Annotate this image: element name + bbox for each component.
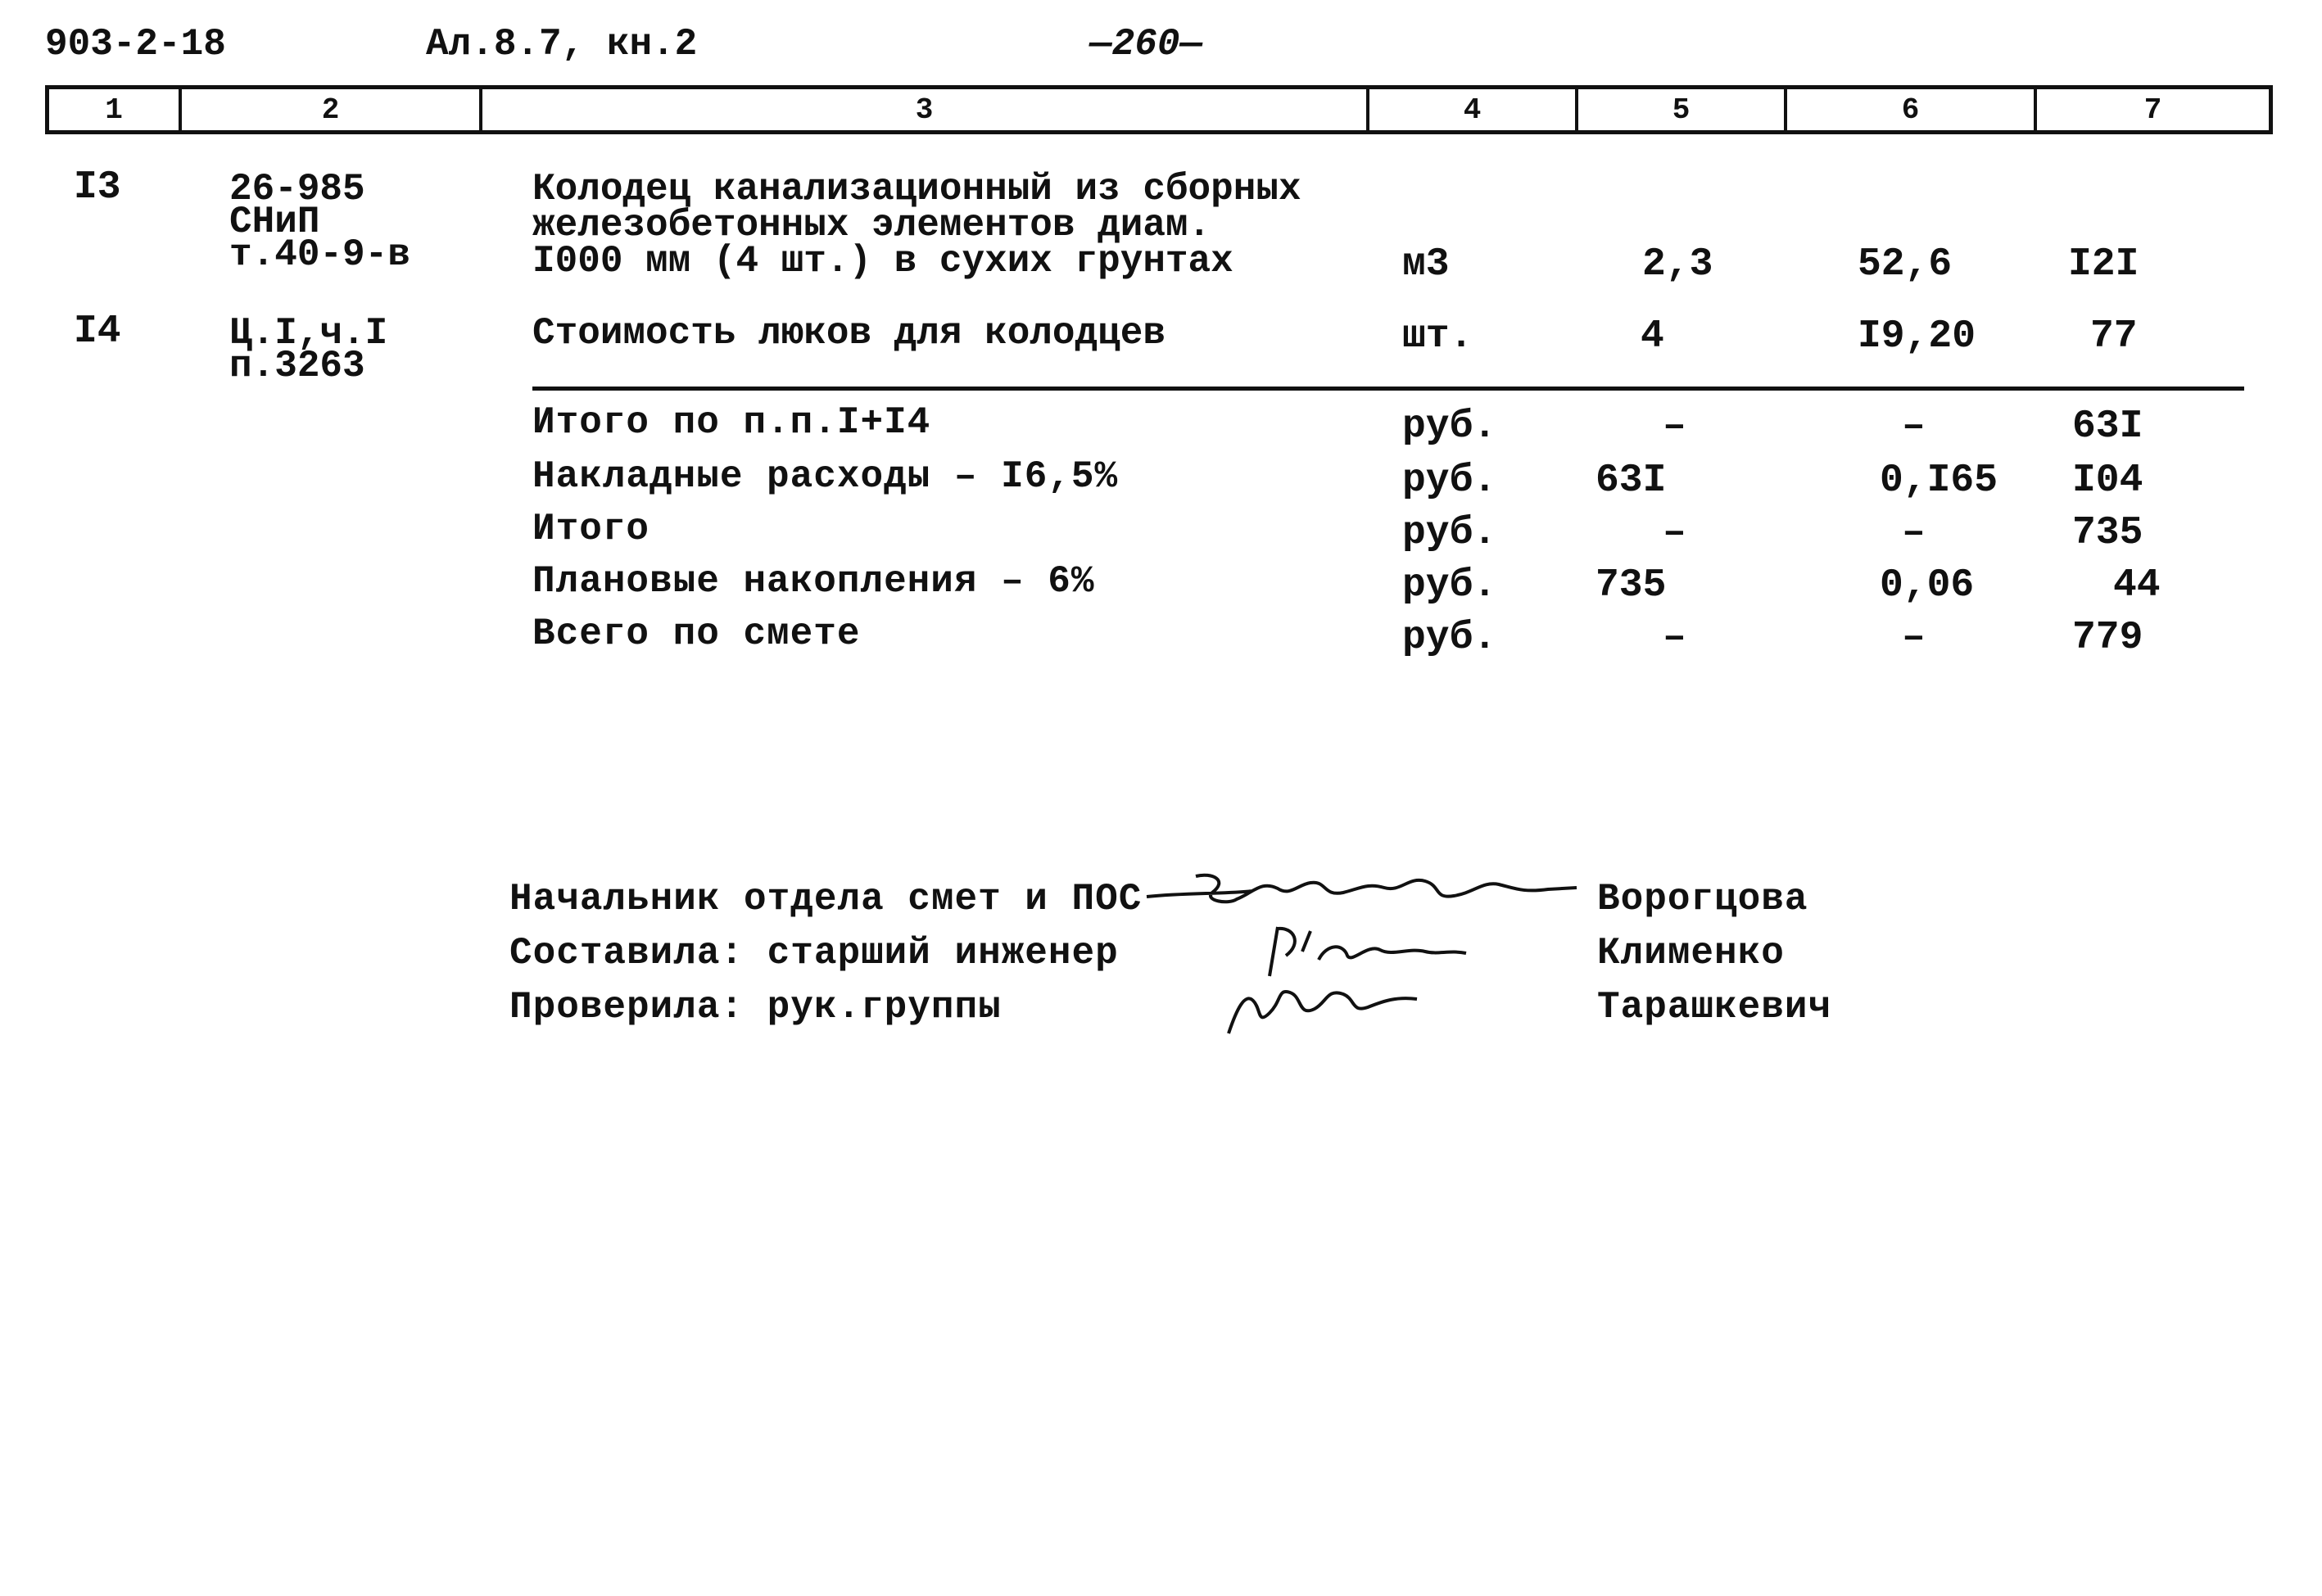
summary-unit: руб. [1402, 405, 1497, 449]
summary-total: 735 [2072, 511, 2143, 555]
row-number: I4 [74, 310, 121, 354]
summary-description: Итого [532, 508, 650, 550]
row-price: 52,6 [1858, 242, 1953, 287]
row-description: Стоимость люков для колодцев [532, 312, 1166, 355]
signer-role: Составила: старший инженер [509, 932, 1119, 974]
summary-unit: руб. [1402, 511, 1497, 555]
row-unit: м3 [1402, 242, 1450, 287]
summary-total: 63I [2072, 405, 2143, 449]
row-code: 26-985 СНиП т.40-9-в [229, 168, 410, 276]
summary-unit: руб. [1402, 563, 1497, 608]
row-number: I3 [74, 165, 121, 210]
column-header-3: 3 [482, 89, 1369, 130]
signer-name: Клименко [1597, 932, 1785, 974]
signer-role: Начальник отдела смет и ПОС [509, 878, 1143, 920]
summary-description: Накладные расходы – I6,5% [532, 455, 1119, 498]
summary-total: 44 [2113, 563, 2161, 608]
page-number: —260— [1089, 23, 1203, 66]
album-reference: Ал.8.7, кн.2 [426, 23, 698, 66]
column-header-6: 6 [1787, 89, 2037, 130]
handwritten-signature [1220, 976, 1433, 1046]
column-header-5: 5 [1578, 89, 1787, 130]
row-description: Колодец канализационный из сборных железобетонных элементов диам. I000 мм (4 шт.) в сухих грунтах [532, 168, 1301, 283]
signer-name: Тарашкевич [1597, 986, 1832, 1029]
summary-quantity: – [1663, 405, 1686, 449]
column-header-2: 2 [182, 89, 482, 130]
column-header-4: 4 [1369, 89, 1578, 130]
row-total: 77 [2090, 314, 2138, 359]
row-quantity: 4 [1641, 314, 1664, 359]
document-number: 903-2-18 [45, 23, 226, 66]
summary-description: Всего по смете [532, 613, 861, 655]
signer-name: Ворогцова [1597, 878, 1808, 920]
row-unit: шт. [1402, 314, 1473, 359]
signer-role: Проверила: рук.группы [509, 986, 1002, 1029]
row-price: I9,20 [1858, 314, 1976, 359]
summary-unit: руб. [1402, 459, 1497, 503]
row-code: Ц.I,ч.I п.3263 [229, 312, 388, 387]
summary-unit: руб. [1402, 616, 1497, 660]
column-header-1: 1 [49, 89, 182, 130]
summary-separator [532, 387, 2244, 391]
row-quantity: 2,3 [1642, 242, 1713, 287]
summary-price: 0,I65 [1880, 459, 1998, 503]
summary-description: Итого по п.п.I+I4 [532, 401, 931, 444]
summary-total: I04 [2072, 459, 2143, 503]
summary-price: 0,06 [1880, 563, 1975, 608]
summary-price: – [1902, 405, 1926, 449]
summary-quantity: – [1663, 511, 1686, 555]
column-header-7: 7 [2143, 93, 2162, 127]
summary-price: – [1902, 511, 1926, 555]
summary-description: Плановые накопления – 6% [532, 560, 1095, 603]
row-total: I2I [2068, 242, 2139, 287]
summary-quantity: – [1663, 616, 1686, 660]
summary-quantity: 735 [1596, 563, 1667, 608]
summary-total: 779 [2072, 616, 2143, 660]
column-header-row [45, 85, 2273, 134]
summary-price: – [1902, 616, 1926, 660]
summary-quantity: 63I [1596, 459, 1667, 503]
